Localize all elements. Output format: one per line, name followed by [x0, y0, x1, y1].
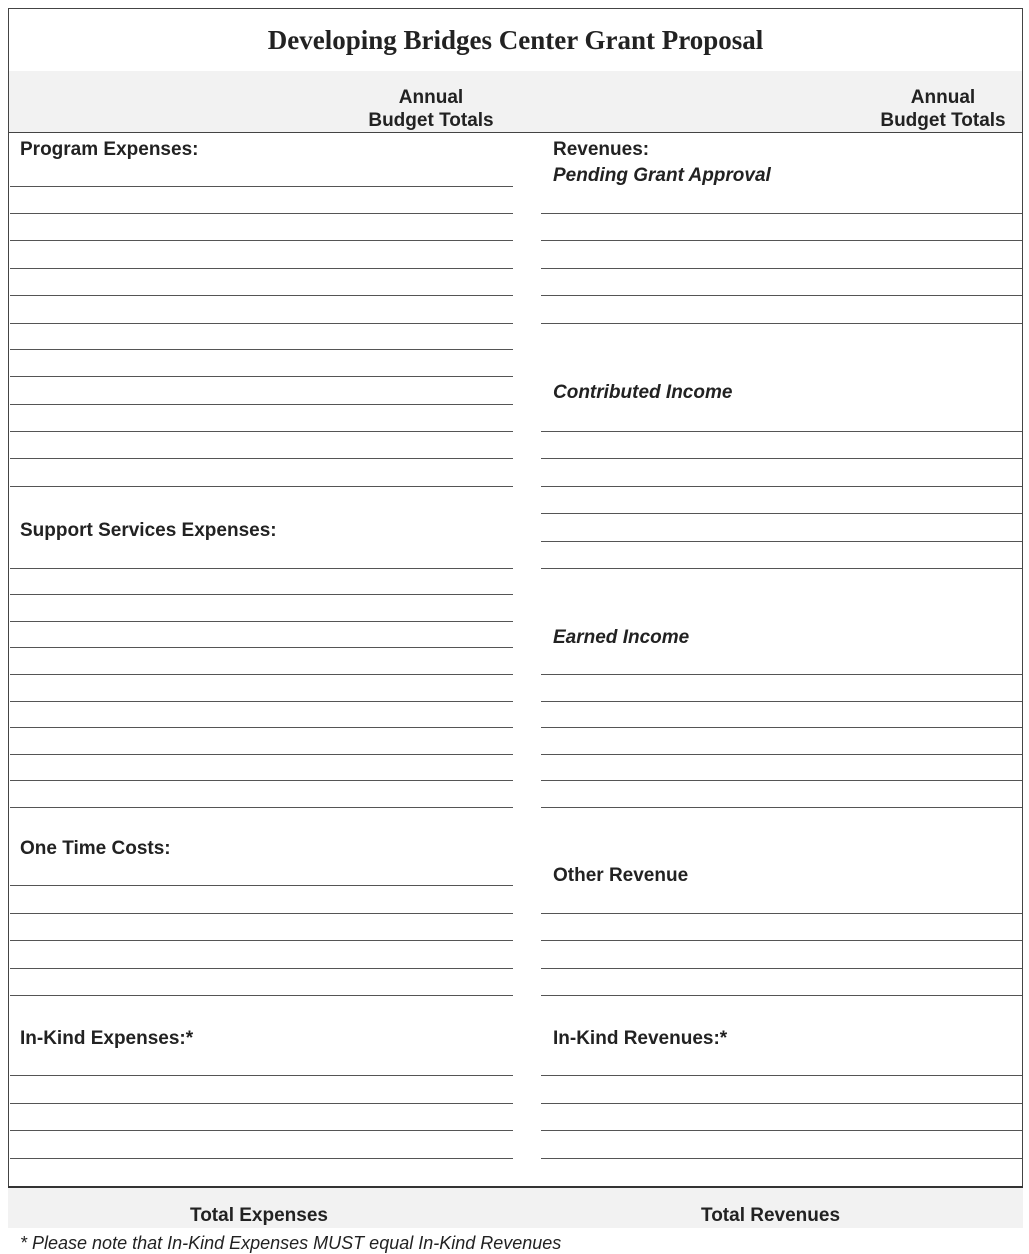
expense-entry-line[interactable] — [10, 240, 513, 241]
expense-entry-line[interactable] — [10, 727, 513, 728]
total-expenses-label: Total Expenses — [190, 1205, 328, 1226]
expense-entry-line[interactable] — [10, 186, 513, 187]
revenue-entry-line[interactable] — [541, 568, 1022, 569]
expense-entry-line[interactable] — [10, 674, 513, 675]
header-line-2: Budget Totals — [368, 110, 494, 131]
in-kind-revenues-label: In-Kind Revenues:* — [553, 1028, 728, 1049]
revenue-entry-line[interactable] — [541, 995, 1022, 996]
expenses-budget-totals-header — [339, 86, 523, 132]
revenue-entry-line[interactable] — [541, 295, 1022, 296]
pending-grant-approval-label: Pending Grant Approval — [553, 165, 771, 186]
expense-entry-line[interactable] — [10, 594, 513, 595]
expense-entry-line[interactable] — [10, 486, 513, 487]
revenue-entry-line[interactable] — [541, 727, 1022, 728]
revenue-entry-line[interactable] — [541, 541, 1022, 542]
expense-entry-line[interactable] — [10, 458, 513, 459]
revenue-entry-line[interactable] — [541, 1103, 1022, 1104]
program-expenses-label: Program Expenses: — [20, 139, 199, 160]
expense-entry-line[interactable] — [10, 995, 513, 996]
expense-entry-line[interactable] — [10, 913, 513, 914]
revenue-entry-line[interactable] — [541, 807, 1022, 808]
expense-entry-line[interactable] — [10, 431, 513, 432]
revenue-entry-line[interactable] — [541, 458, 1022, 459]
title-bar — [9, 9, 1022, 73]
revenue-entry-line[interactable] — [541, 213, 1022, 214]
header-line-1: Annual — [398, 87, 464, 108]
expense-entry-line[interactable] — [10, 349, 513, 350]
expense-entry-line[interactable] — [10, 968, 513, 969]
revenue-entry-line[interactable] — [541, 240, 1022, 241]
revenue-entry-line[interactable] — [541, 1075, 1022, 1076]
expense-entry-line[interactable] — [10, 268, 513, 269]
revenue-entry-line[interactable] — [541, 513, 1022, 514]
form-title: Developing Bridges Center Grant Proposal — [267, 24, 764, 55]
expense-entry-line[interactable] — [10, 404, 513, 405]
header-line-1: Annual — [910, 87, 976, 108]
expense-entry-line[interactable] — [10, 376, 513, 377]
expense-entry-line[interactable] — [10, 647, 513, 648]
revenue-entry-line[interactable] — [541, 780, 1022, 781]
other-revenue-label: Other Revenue — [553, 865, 689, 886]
expense-entry-line[interactable] — [10, 568, 513, 569]
revenue-entry-line[interactable] — [541, 1130, 1022, 1131]
expense-entry-line[interactable] — [10, 1103, 513, 1104]
revenue-entry-line[interactable] — [541, 940, 1022, 941]
column-header — [9, 71, 1022, 133]
expense-entry-line[interactable] — [10, 621, 513, 622]
revenue-entry-line[interactable] — [541, 323, 1022, 324]
expense-entry-line[interactable] — [10, 807, 513, 808]
expense-entry-line[interactable] — [10, 323, 513, 324]
expense-entry-line[interactable] — [10, 940, 513, 941]
revenue-entry-line[interactable] — [541, 754, 1022, 755]
totals-bar — [8, 1186, 1023, 1228]
revenue-entry-line[interactable] — [541, 431, 1022, 432]
one-time-costs-label: One Time Costs: — [20, 838, 171, 859]
revenue-entry-line[interactable] — [541, 968, 1022, 969]
expense-entry-line[interactable] — [10, 295, 513, 296]
expense-entry-line[interactable] — [10, 1075, 513, 1076]
support-services-expenses-label: Support Services Expenses: — [20, 520, 277, 541]
expense-entry-line[interactable] — [10, 1130, 513, 1131]
revenue-entry-line[interactable] — [541, 913, 1022, 914]
expense-entry-line[interactable] — [10, 1158, 513, 1159]
total-revenues-label: Total Revenues — [701, 1205, 841, 1226]
revenue-entry-line[interactable] — [541, 674, 1022, 675]
in-kind-note: * Please note that In-Kind Expenses MUST equal In-Kind Revenues — [20, 1233, 562, 1253]
expense-entry-line[interactable] — [10, 213, 513, 214]
revenue-entry-line[interactable] — [541, 1158, 1022, 1159]
header-line-2: Budget Totals — [880, 110, 1006, 131]
revenue-entry-line[interactable] — [541, 268, 1022, 269]
expense-entry-line[interactable] — [10, 754, 513, 755]
expense-entry-line[interactable] — [10, 780, 513, 781]
expense-entry-line[interactable] — [10, 885, 513, 886]
expense-entry-line[interactable] — [10, 701, 513, 702]
revenues-label: Revenues: — [553, 139, 650, 160]
earned-income-label: Earned Income — [553, 627, 690, 648]
revenue-entry-line[interactable] — [541, 701, 1022, 702]
contributed-income-label: Contributed Income — [553, 382, 733, 403]
revenues-budget-totals-header — [853, 86, 1029, 132]
in-kind-expenses-label: In-Kind Expenses:* — [20, 1028, 194, 1049]
revenue-entry-line[interactable] — [541, 486, 1022, 487]
